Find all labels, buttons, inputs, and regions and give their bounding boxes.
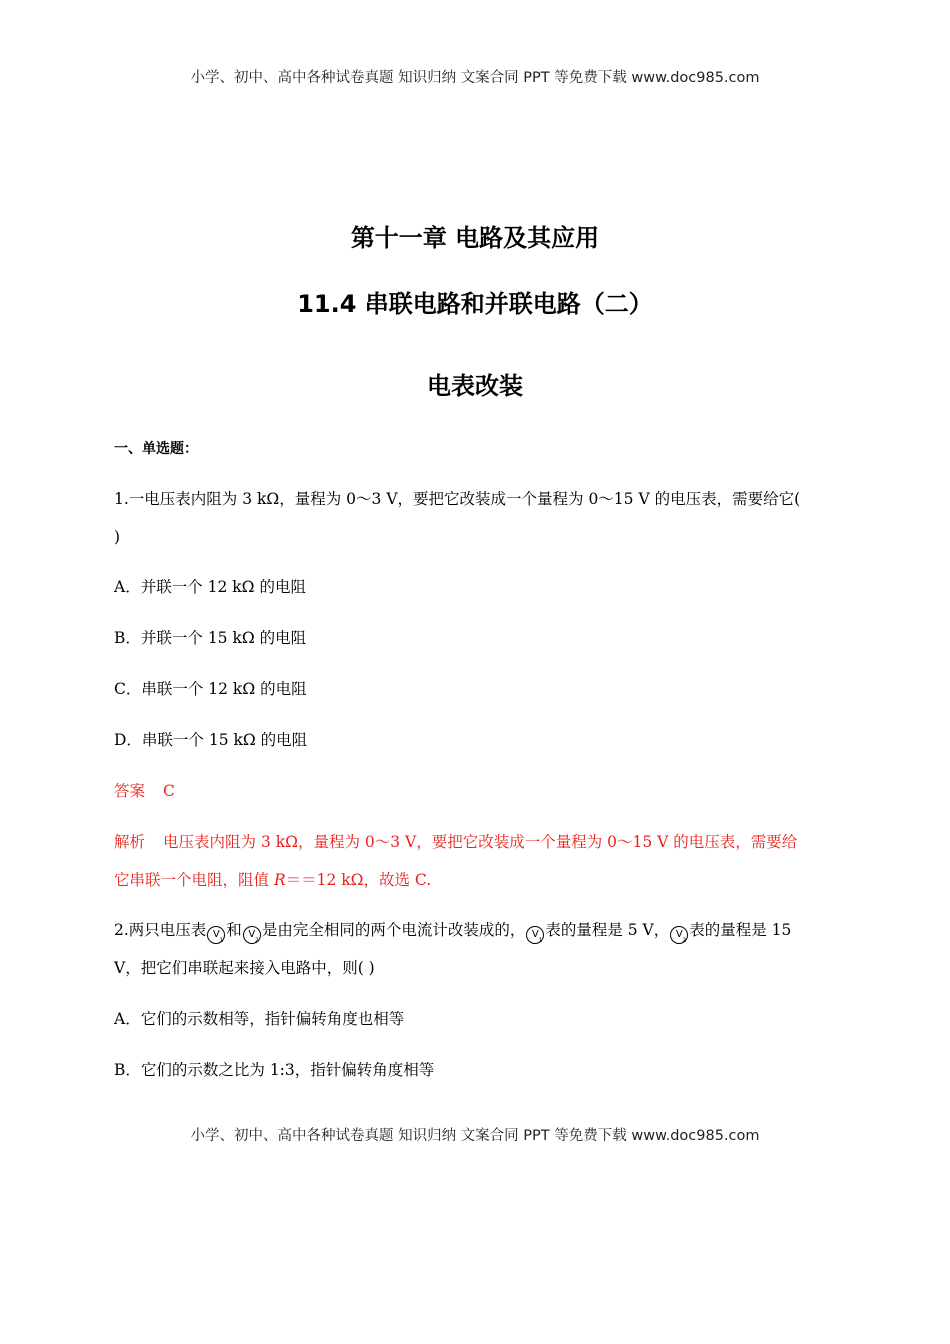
q2-text-1: 2.两只电压表 <box>114 921 207 939</box>
q1-option-a: A．并联一个 12 kΩ 的电阻 <box>114 578 306 596</box>
voltmeter-v1-icon <box>207 926 225 944</box>
analysis-label: 解析 <box>114 833 146 851</box>
analysis-text: 电压表内阻为 3 kΩ，量程为 0～3 V，要把它改装成一个量程为 0～15 V 的电压表，需要给 <box>163 833 798 851</box>
v2-subscript: 2 <box>682 937 687 944</box>
q2-text-3: 是由完全相同的两个电流计改装成的， <box>261 921 526 939</box>
q1-answer <box>114 780 844 802</box>
analysis-text-2b: ＝＝12 kΩ，故选 C. <box>285 871 432 889</box>
voltmeter-v1-icon <box>526 926 544 944</box>
answer-label: 答案 <box>114 782 146 800</box>
q1-option-c: C．串联一个 12 kΩ 的电阻 <box>114 680 307 698</box>
voltmeter-v2-icon <box>670 926 688 944</box>
analysis-text-2a: 它串联一个电阻，阻值 <box>114 871 274 889</box>
answer-value: C <box>163 782 175 800</box>
part-heading: 一、单选题： <box>114 441 198 457</box>
q1-stem-line1: 1.一电压表内阻为 3 kΩ，量程为 0～3 V，要把它改装成一个量程为 0～15 V 的电压表，需要给它( <box>114 490 801 508</box>
v2-subscript: 2 <box>254 937 259 944</box>
page-footer: 小学、初中、高中各种试卷真题 知识归纳 文案合同 PPT 等免费下载 www.doc985.com <box>190 1128 760 1144</box>
q2-text-2: 和 <box>226 921 242 939</box>
q2-option-a: A．它们的示数相等，指针偏转角度也相等 <box>114 1010 405 1028</box>
q1-analysis-line1 <box>114 831 844 853</box>
q2-stem-line2: V，把它们串联起来接入电路中，则( ) <box>114 959 375 977</box>
v1-symbol: V <box>212 929 220 940</box>
section-title: 11.4 串联电路和并联电路（二） <box>297 290 653 318</box>
q1-option-b: B．并联一个 15 kΩ 的电阻 <box>114 629 307 647</box>
q1-analysis-line2 <box>114 869 844 891</box>
v2-symbol: V <box>248 929 256 940</box>
analysis-var-r: R <box>273 871 286 889</box>
q2-text-4: 表的量程是 5 V， <box>545 921 670 939</box>
page-header: 小学、初中、高中各种试卷真题 知识归纳 文案合同 PPT 等免费下载 www.doc985.com <box>190 70 760 86</box>
topic-title: 电表改装 <box>427 372 523 400</box>
q1-stem-line2: ) <box>114 528 121 546</box>
q2-option-b: B．它们的示数之比为 1:3，指针偏转角度相等 <box>114 1061 435 1079</box>
q2-text-5: 表的量程是 15 <box>689 921 792 939</box>
v1-subscript: 1 <box>538 937 543 944</box>
q2-stem-line1 <box>114 919 844 944</box>
chapter-title: 第十一章 电路及其应用 <box>350 224 600 252</box>
v1-symbol: V <box>531 929 539 940</box>
voltmeter-v2-icon <box>243 926 261 944</box>
q1-option-d: D．串联一个 15 kΩ 的电阻 <box>114 731 308 749</box>
v1-subscript: 1 <box>219 937 224 944</box>
v2-symbol: V <box>675 929 683 940</box>
